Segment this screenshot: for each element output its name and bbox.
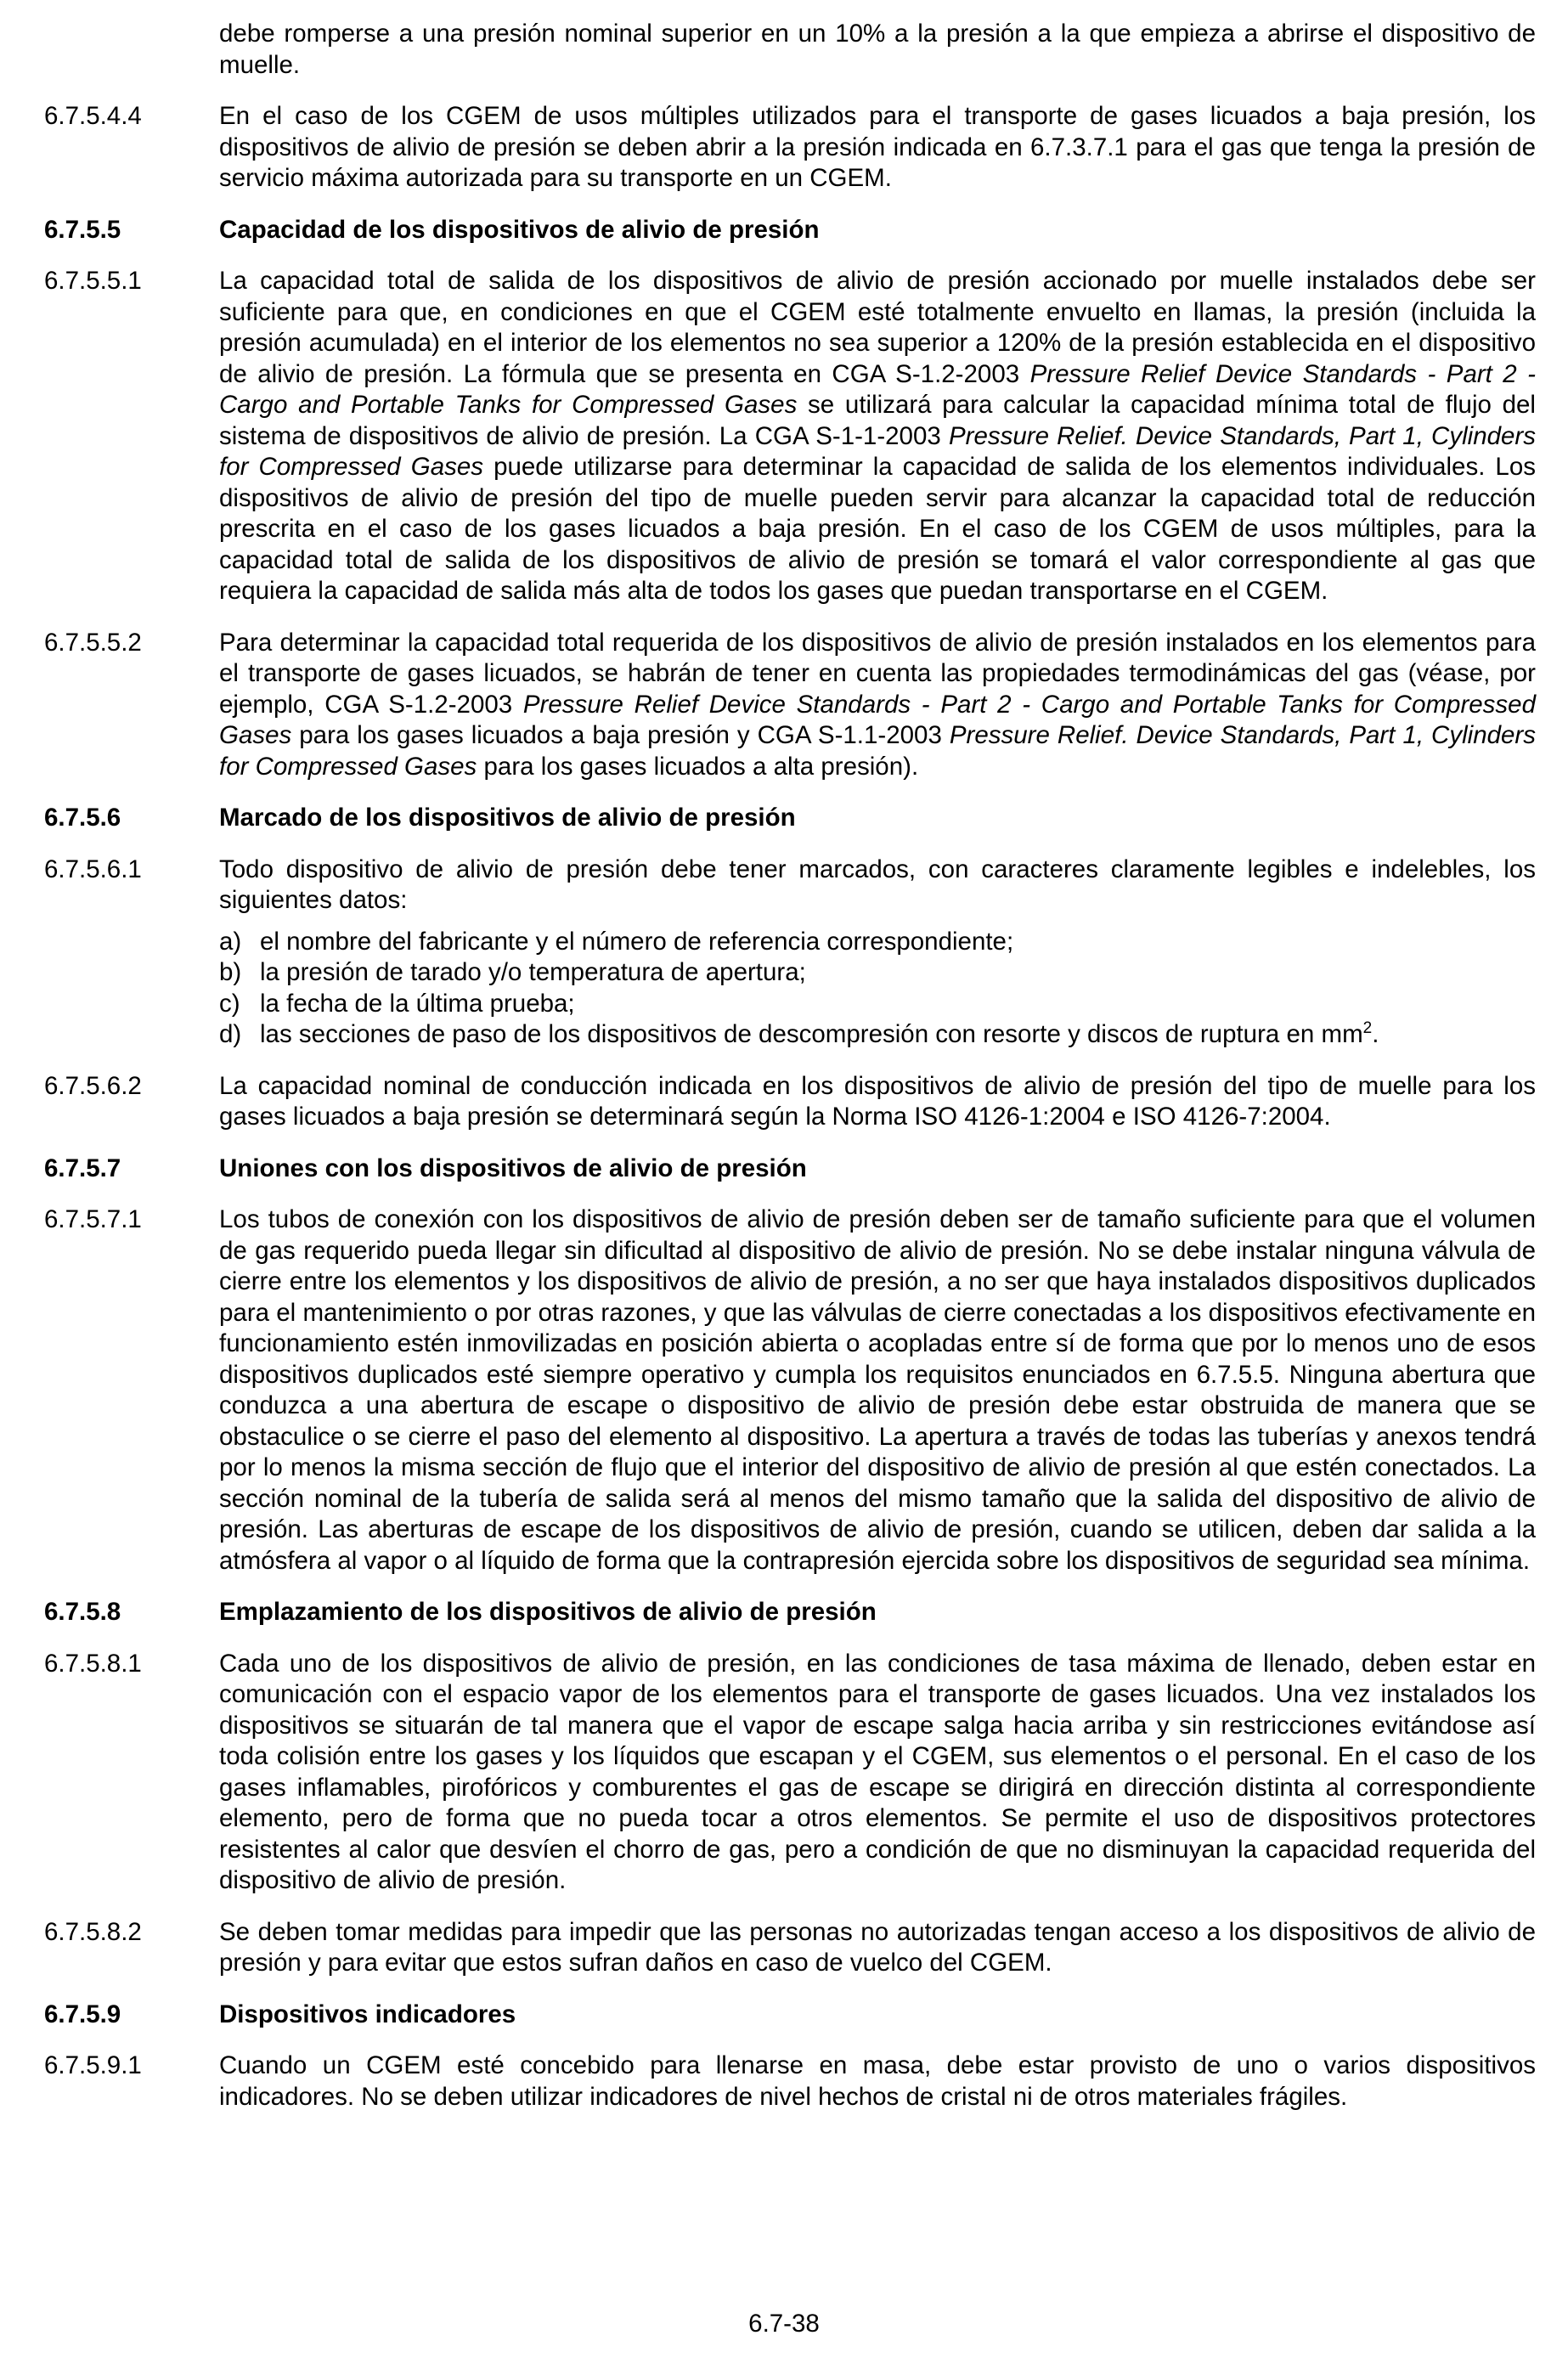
heading-text: Marcado de los dispositivos de alivio de presión (219, 804, 796, 832)
marking-list (219, 927, 1536, 1051)
superscript: 2 (1362, 1019, 1373, 1038)
heading-text: Emplazamiento de los dispositivos de alivio de presión (219, 1598, 877, 1626)
heading-text: Uniones con los dispositivos de alivio de presión (219, 1154, 807, 1182)
paragraph-6-7-5-7-1 (44, 1204, 1536, 1577)
list-marker: c) (219, 989, 240, 1018)
italic-title: Pressure Relief Device Standards - Part 2 - Cargo and Portable Tanks for Compressed Gases (219, 690, 1536, 749)
text-run: se utilizará para calcular la capacidad mínima total de flujo del sistema de dispositivos de alivio de presión. La CGA S-1-1-2003 (219, 391, 1536, 450)
paragraph-number: 6.7.5.6.1 (44, 855, 142, 883)
paragraph-text: Los tubos de conexión con los dispositivos de alivio de presión deben ser de tamaño suficiente para que el volumen de gas requerido pueda llegar sin dificultad al dispositivo de alivio de presión. No se debe instalar ninguna válvula de cierre entre los elementos y los dispositivos de alivio de presión, a no ser que haya instalados dispositivos duplicados para el mantenimiento o por otras razones, y que las válvulas de cierre conectadas a los dispositivos efectivamente en funcionamiento estén inmovilizadas en posición abierta o acopladas entre sí de forma que por lo menos uno de esos dispositivos duplicados esté siempre operativo y cumpla los requisitos enunciados en 6.7.5.5. Ninguna abertura que conduzca a una abertura de escape o dispositivo de alivio de presión debe estar obstruida de manera que se obstaculice o se cierre el paso del elemento al dispositivo. La apertura a través de todas las tuberías y anexos tendrá por lo menos la misma sección de flujo que el interior del dispositivo de alivio de presión al que estén conectados. La sección nominal de la tubería de salida será al menos del mismo tamaño que la salida del dispositivo de alivio de presión. Las aberturas de escape de los dispositivos de alivio de presión, cuando se utilicen, deben dar salida a la atmósfera al vapor o al líquido de forma que la contrapresión ejercida sobre los dispositivos de seguridad sea mínima. (219, 1205, 1536, 1575)
heading-6-7-5-7 (44, 1154, 1536, 1185)
italic-title: Pressure Relief. Device Standards, Part 1, Cylinders for Compressed Gases (219, 421, 1536, 481)
heading-number: 6.7.5.6 (44, 804, 121, 832)
paragraph-number: 6.7.5.8.1 (44, 1649, 142, 1678)
page-number: 6.7-38 (748, 2310, 820, 2338)
paragraph-number: 6.7.5.7.1 (44, 1205, 142, 1233)
paragraph-number (44, 19, 219, 81)
paragraph-number: 6.7.5.9.1 (44, 2051, 142, 2079)
text-run: . (1372, 1020, 1379, 1048)
paragraph-continuation (44, 19, 1536, 81)
text-run: La capacidad total de salida de los dispositivos de alivio de presión accionado por muelle instalados debe ser suficiente para que, en condiciones en que el CGEM esté totalmente envuelto en llamas, la presión (incluida la presión acumulada) en el interior de los elementos no sea superior a 120% de la presión establecida en el dispositivo de alivio de presión. La fórmula que se presenta en CGA S-1.2-2003 (219, 267, 1536, 388)
paragraph-6-7-5-8-1 (44, 1649, 1536, 1897)
text-run: Para determinar la capacidad total requerida de los dispositivos de alivio de presión instalados en los elementos para el transporte de gases licuados, se habrán de tener en cuenta las propiedades termodinámicas del gas (véase, por ejemplo, CGA S-1.2-2003 (219, 628, 1536, 719)
list-marker: a) (219, 927, 242, 956)
paragraph-text: Cada uno de los dispositivos de alivio de presión, en las condiciones de tasa máxima de llenado, deben estar en comunicación con el espacio vapor de los elementos para el transporte de gases licuados. Una vez instalados los dispositivos se situarán de tal manera que el vapor de escape salga hacia arriba y sin restricciones evitándose así toda colisión entre los gases y los líquidos que escapan y el CGEM, sus elementos o el personal. En el caso de los gases inflamables, pirofóricos y comburentes el gas de escape se dirigirá en dirección distinta al correspondiente elemento, pero de forma que no pueda tocar a otros elementos. Se permite el uso de dispositivos protectores resistentes al calor que desvíen el chorro de gas, pero a condición de que no disminuyan la capacidad requerida del dispositivo de alivio de presión. (219, 1649, 1536, 1894)
heading-6-7-5-8 (44, 1597, 1536, 1628)
list-marker: b) (219, 958, 242, 986)
paragraph-number: 6.7.5.5.1 (44, 267, 142, 295)
paragraph-text: Todo dispositivo de alivio de presión debe tener marcados, con caracteres claramente legibles e indelebles, los siguientes datos: (219, 855, 1536, 914)
heading-number: 6.7.5.7 (44, 1154, 121, 1182)
paragraph-number: 6.7.5.4.4 (44, 102, 142, 130)
paragraph-text: En el caso de los CGEM de usos múltiples utilizados para el transporte de gases licuados a baja presión, los dispositivos de alivio de presión se deben abrir a la presión indicada en 6.7.3.7.1 para el gas que tenga la presión de servicio máxima autorizada para su transporte en un CGEM. (219, 102, 1536, 192)
list-item (219, 1019, 1536, 1051)
italic-title: Pressure Relief Device Standards - Part 2 - Cargo and Portable Tanks for Compressed Gases (219, 359, 1536, 419)
list-item (219, 927, 1536, 958)
text-run: para los gases licuados a alta presión). (477, 752, 919, 781)
paragraph-6-7-5-5-1 (44, 266, 1536, 607)
paragraph-text: La capacidad nominal de conducción indicada en los dispositivos de alivio de presión del tipo de muelle para los gases licuados a baja presión se determinará según la Norma ISO 4126-1:2004 e ISO 4126-7:2004. (219, 1071, 1536, 1131)
paragraph-6-7-5-4-4 (44, 101, 1536, 195)
text-run: las secciones de paso de los dispositivos de descompresión con resorte y discos de ruptura en mm (260, 1020, 1363, 1048)
paragraph-text: Se deben tomar medidas para impedir que las personas no autorizadas tengan acceso a los dispositivos de alivio de presión y para evitar que estos sufran daños en caso de vuelco del CGEM. (219, 1917, 1536, 1977)
paragraph-number: 6.7.5.5.2 (44, 628, 142, 657)
paragraph-number: 6.7.5.6.2 (44, 1071, 142, 1100)
paragraph-6-7-5-6-2 (44, 1071, 1536, 1133)
heading-number: 6.7.5.8 (44, 1598, 121, 1626)
heading-number: 6.7.5.5 (44, 215, 121, 244)
list-item-text: la fecha de la última prueba; (260, 989, 575, 1018)
heading-6-7-5-6 (44, 803, 1536, 834)
heading-text: Capacidad de los dispositivos de alivio de presión (219, 215, 820, 244)
paragraph-text: debe romperse a una presión nominal superior en un 10% a la presión a la que empieza a abrirse el dispositivo de muelle. (219, 20, 1536, 79)
list-marker: d) (219, 1020, 242, 1048)
list-item (219, 989, 1536, 1020)
list-item-text: la presión de tarado y/o temperatura de apertura; (260, 958, 806, 986)
paragraph-number: 6.7.5.8.2 (44, 1917, 142, 1946)
paragraph-text (219, 628, 1536, 783)
paragraph-text: Cuando un CGEM esté concebido para llenarse en masa, debe estar provisto de uno o varios dispositivos indicadores. No se deben utilizar indicadores de nivel hechos de cristal ni de otros materiales frágiles. (219, 2051, 1536, 2111)
heading-6-7-5-5 (44, 215, 1536, 246)
paragraph-text (219, 266, 1536, 607)
heading-number: 6.7.5.9 (44, 2000, 121, 2028)
document-page (44, 19, 1536, 2133)
list-item (219, 957, 1536, 989)
list-item-text: el nombre del fabricante y el número de referencia correspondiente; (260, 927, 1014, 956)
italic-title: Pressure Relief. Device Standards, Part 1, Cylinders for Compressed Gases (219, 721, 1536, 781)
text-run: para los gases licuados a baja presión y CGA S-1.1-2003 (291, 721, 950, 749)
heading-6-7-5-9 (44, 2000, 1536, 2031)
paragraph-6-7-5-8-2 (44, 1917, 1536, 1979)
list-item-text (260, 1019, 1536, 1051)
heading-text: Dispositivos indicadores (219, 2000, 516, 2028)
paragraph-6-7-5-5-2 (44, 628, 1536, 783)
paragraph-6-7-5-9-1 (44, 2051, 1536, 2113)
text-run: puede utilizarse para determinar la capacidad de salida de los elementos individuales. Los dispositivos de alivio de presión del tipo de muelle pueden servir para alcanzar la capacidad total de reducción prescrita en el caso de los gases licuados a baja presión. En el caso de los CGEM de usos múltiples, para la capacidad total de salida de los dispositivos de alivio de presión se tomará el valor correspondiente al gas que requiera la capacidad de salida más alta de todos los gases que puedan transportarse en el CGEM. (219, 453, 1536, 605)
paragraph-6-7-5-6-1 (44, 855, 1536, 917)
